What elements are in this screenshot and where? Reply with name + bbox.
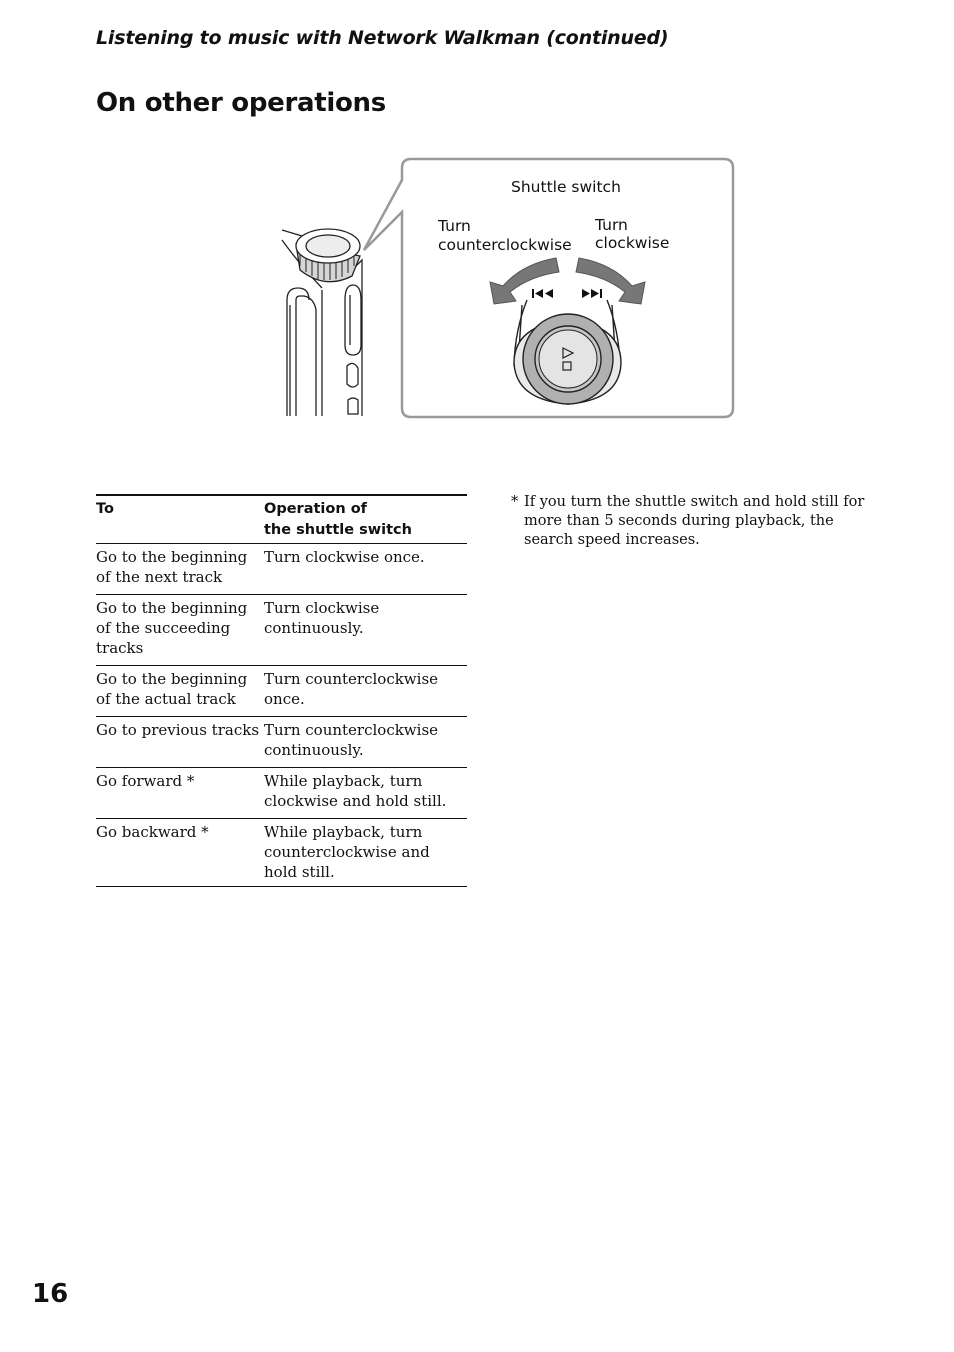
table-row [96, 595, 467, 666]
top-knob [296, 229, 360, 282]
cell-operation: Turn counterclockwise once. [264, 666, 467, 717]
cell-to: Go to the beginning of the next track [96, 544, 264, 595]
table-row [96, 544, 467, 595]
cell-to: Go backward * [96, 823, 209, 841]
table-row [96, 717, 467, 768]
header-operation [264, 495, 467, 544]
table-row [96, 666, 467, 717]
cell-to: Go to the beginning of the actual track [96, 666, 264, 717]
operations-table [96, 494, 467, 887]
footnote-mark: * [511, 494, 519, 510]
shuttle-dial [514, 300, 621, 404]
callout-title: Shuttle switch [511, 178, 621, 196]
shuttle-switch-illustration [0, 0, 954, 440]
header-operation-line1: Operation of [264, 501, 367, 517]
cell-to: Go to previous tracks [96, 717, 264, 768]
table-row [96, 819, 467, 887]
cell-operation: Turn clockwise once. [264, 544, 467, 595]
header-operation-line2: the shuttle switch [264, 522, 412, 538]
cell-operation: Turn clockwise continuously. [264, 595, 467, 666]
footnote-text: If you turn the shuttle switch and hold still for more than 5 seconds during playback, the search speed increases. [524, 494, 865, 548]
cell-operation: Turn counterclockwise continuously. [264, 717, 467, 768]
table-row [96, 768, 467, 819]
page-number: 16 [32, 1279, 69, 1309]
cell-to: Go to the beginning of the succeeding tracks [96, 595, 264, 666]
section-title: On other operations [96, 88, 386, 118]
label-turn-clockwise-line1: Turn [595, 216, 628, 234]
cell-operation: While playback, turn counterclockwise and hold still. [264, 823, 430, 881]
cell-operation: While playback, turn clockwise and hold still. [264, 768, 467, 819]
cell-to: Go forward * [96, 768, 264, 819]
table-header-row [96, 495, 467, 544]
label-turn-counterclockwise-line1: Turn [438, 217, 471, 235]
footnote [511, 493, 881, 550]
label-turn-counterclockwise-line2: counterclockwise [438, 236, 572, 254]
label-turn-clockwise-line2: clockwise [595, 234, 670, 252]
running-head: Listening to music with Network Walkman (continued) [96, 27, 669, 49]
header-to: To [96, 495, 264, 544]
